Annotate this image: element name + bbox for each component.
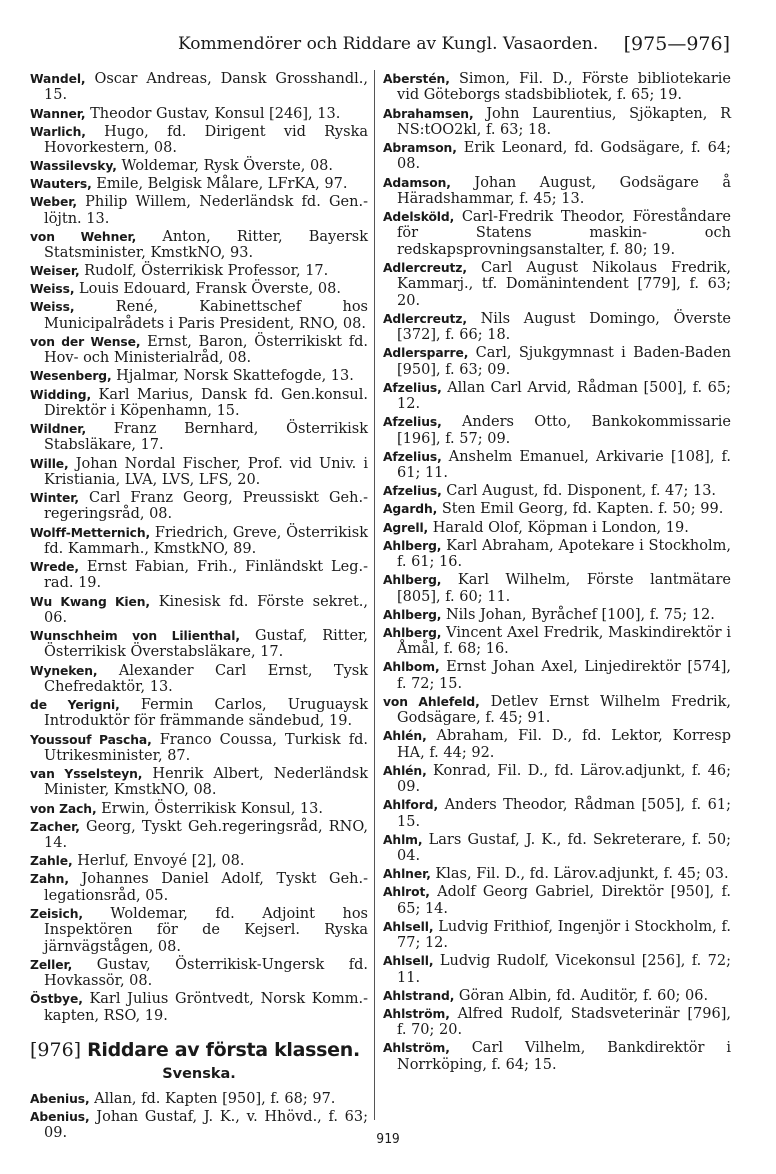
entry-details: Konrad, Fil. D., fd. Lärov.adjunkt, f. 46; 09. xyxy=(397,762,731,796)
register-entry xyxy=(383,106,731,139)
entry-name: Ahlberg, xyxy=(383,625,442,640)
entry-name: Wassilevsky, xyxy=(30,159,117,174)
register-entry xyxy=(383,919,731,952)
register-entry xyxy=(383,449,731,482)
entry-name: Wyneken, xyxy=(30,663,98,678)
register-entry xyxy=(30,106,368,122)
entry-name: Ahlm, xyxy=(383,832,423,847)
register-entry xyxy=(30,853,368,869)
register-entry xyxy=(383,175,731,208)
entry-name: Weiss, xyxy=(30,300,75,315)
entry-name: Winter, xyxy=(30,491,79,506)
entry-details: Woldemar, Rysk Överste, 08. xyxy=(116,158,334,175)
register-entry xyxy=(30,158,368,174)
entry-name: Warlich, xyxy=(30,124,86,139)
entry-name: Ahlberg, xyxy=(383,573,442,588)
entry-name: Youssouf Pascha, xyxy=(30,732,152,747)
register-entry xyxy=(383,728,731,761)
entry-details: René, Kabinettschef hos Municipalrådets i Paris President, RNO, 08. xyxy=(44,299,368,332)
entry-name: de Yerigni, xyxy=(30,698,120,713)
entry-name: Weiss, xyxy=(30,282,75,297)
section-title: Riddare av första klassen. xyxy=(87,1038,360,1061)
entry-name: Zeller, xyxy=(30,957,73,972)
entry-details: Vincent Axel Fredrik, Maskindirektör i Åmål, f. 68; 16. xyxy=(397,624,731,658)
register-entry xyxy=(383,501,731,517)
entry-name: Wesenberg, xyxy=(30,369,112,384)
entry-details: Carl August Nikolaus Fredrik, Kammarj., tf. Domänintendent [779], f. 63; 20. xyxy=(397,259,731,309)
entry-name: von Zach, xyxy=(30,801,97,816)
entry-details: Hugo, fd. Dirigent vid Ryska Hovorkestern, 08. xyxy=(44,123,368,156)
register-entry xyxy=(383,866,731,882)
entry-details: Karl Wilhelm, Förste lantmätare [805], f. 60; 11. xyxy=(397,572,731,605)
register-entry xyxy=(30,176,368,192)
entry-name: Ahlsell, xyxy=(383,954,434,969)
subsection-heading: Svenska. xyxy=(162,1066,236,1083)
entry-name: Widding, xyxy=(30,387,92,402)
entry-details: Carl Vilhelm, Bankdirektör i Norrköping, f. 64; 15. xyxy=(397,1040,731,1073)
register-entry xyxy=(30,697,368,730)
section-heading xyxy=(30,1038,368,1061)
entry-details: Lars Gustaf, J. K., fd. Sekreterare, f. 50; 04. xyxy=(397,831,731,865)
entry-details: Georg, Tyskt Geh.regeringsråd, RNO, 14. xyxy=(44,818,368,852)
entry-name: Ahlstrand, xyxy=(383,988,455,1003)
register-entry xyxy=(30,906,368,955)
entry-details: Karl Julius Gröntvedt, Norsk Komm.-kapten, RSO, 19. xyxy=(44,991,368,1024)
entry-details: Johan Nordal Fischer, Prof. vid Univ. i Kristiania, LVA, LVS, LFS, 20. xyxy=(44,455,368,488)
register-entry xyxy=(383,260,731,309)
entry-name: Wanner, xyxy=(30,106,86,121)
register-entry xyxy=(383,380,731,413)
entry-details: Anders Otto, Bankokommissarie [196], f. 57; 09. xyxy=(397,414,731,447)
entry-details: Oscar Andreas, Dansk Grosshandl., 15. xyxy=(44,71,368,104)
entry-details: Ludvig Rudolf, Vicekonsul [256], f. 72; 11. xyxy=(397,953,731,986)
register-entry xyxy=(30,732,368,765)
register-entry xyxy=(383,311,731,344)
entry-details: Karl Abraham, Apotekare i Stockholm, f. 61; 16. xyxy=(397,537,731,570)
register-entry xyxy=(30,299,368,332)
entry-name: Zeisich, xyxy=(30,906,83,921)
entry-details: Adolf Georg Gabriel, Direktör [950], f. 65; 14. xyxy=(397,884,731,917)
entry-details: Henrik Albert, Nederländsk Minister, KmstkNO, 08. xyxy=(44,766,368,799)
entry-name: Ahlberg, xyxy=(383,607,442,622)
entry-details: Nils Johan, Byråchef [100], f. 75; 12. xyxy=(441,606,715,623)
register-entry xyxy=(30,766,368,799)
register-entry xyxy=(30,456,368,489)
register-entry xyxy=(383,953,731,986)
register-entry xyxy=(30,663,368,696)
register-entry xyxy=(383,520,731,536)
entry-details: Alexander Carl Ernst, Tysk Chefredaktör, 13. xyxy=(44,662,368,695)
entry-details: Theodor Gustav, Konsul [246], 13. xyxy=(85,105,341,122)
entry-name: Adamson, xyxy=(383,175,451,190)
register-entry xyxy=(383,988,731,1004)
entry-details: Klas, Fil. D., fd. Lärov.adjunkt, f. 45; 03. xyxy=(430,866,729,883)
entry-name: Ahlström, xyxy=(383,1041,450,1056)
register-entry xyxy=(383,763,731,796)
register-entry xyxy=(30,628,368,661)
entry-details: Nils August Domingo, Överste [372], f. 66; 18. xyxy=(397,310,731,344)
entry-details: Simon, Fil. D., Förste bibliotekarie vid Göteborgs stadsbibliotek, f. 65; 19. xyxy=(397,71,731,104)
entry-name: Adelsköld, xyxy=(383,210,455,224)
entry-details: Carl Franz Georg, Preussiskt Geh.-regeringsråd, 08. xyxy=(44,490,368,523)
register-entry xyxy=(30,263,368,279)
running-title: Kommendörer och Riddare av Kungl. Vasaorden. xyxy=(178,34,599,54)
register-entry xyxy=(30,71,368,104)
entry-name: Weber, xyxy=(30,195,77,210)
entry-name: Ahlberg, xyxy=(383,538,442,553)
entry-name: Abramson, xyxy=(383,141,457,155)
register-entry xyxy=(30,594,368,627)
entry-details: Johan August, Godsägare å Häradshammar, f. 45; 13. xyxy=(397,174,731,207)
entry-details: Hjalmar, Norsk Skattefogde, 13. xyxy=(111,368,354,385)
entry-details: Herluf, Envoyé [2], 08. xyxy=(72,853,245,870)
entry-name: Ahlén, xyxy=(383,763,427,778)
entry-details: Göran Albin, fd. Auditör, f. 60; 06. xyxy=(454,987,709,1004)
entry-details: Karl Marius, Dansk fd. Gen.konsul. Direktör i Köpenhamn, 15. xyxy=(44,386,368,419)
entry-name: Ahlén, xyxy=(383,729,427,744)
register-entry xyxy=(383,572,731,605)
page-number: 919 xyxy=(376,1132,400,1147)
entry-details: Franco Coussa, Turkisk fd. Utrikesminister, 87. xyxy=(44,731,368,764)
register-entry xyxy=(383,607,731,623)
right-column xyxy=(383,71,731,1075)
entry-name: Abenius, xyxy=(30,1109,90,1124)
entry-name: Abrahamsen, xyxy=(383,106,474,121)
register-entry xyxy=(30,801,368,817)
entry-details: Friedrich, Greve, Österrikisk fd. Kammarh., KmstkNO, 89. xyxy=(44,524,368,557)
entry-details: Philip Willem, Nederländsk fd. Gen.-löjtn. 13. xyxy=(44,194,368,227)
entry-details: Erwin, Österrikisk Konsul, 13. xyxy=(96,800,323,817)
entry-details: Erik Leonard, fd. Godsägare, f. 64; 08. xyxy=(397,140,731,173)
entry-list xyxy=(30,71,368,1024)
entry-name: Ahlström, xyxy=(383,1006,450,1021)
entry-details: Ludvig Frithiof, Ingenjör i Stockholm, f. 77; 12. xyxy=(397,918,731,952)
register-entry xyxy=(383,483,731,499)
entry-details: Emile, Belgisk Målare, LFrKA, 97. xyxy=(91,176,348,193)
entry-details: Woldemar, fd. Adjoint hos Inspektören för de Kejserl. Ryska järnvägstågen, 08. xyxy=(44,905,368,955)
entry-details: Fermin Carlos, Uruguaysk Introduktör för främmande sändebud, 19. xyxy=(44,697,368,730)
entry-name: Afzelius, xyxy=(383,380,442,395)
entry-name: Zahn, xyxy=(30,872,69,887)
entry-name: Weiser, xyxy=(30,264,80,279)
entry-details: Sten Emil Georg, fd. Kapten. f. 50; 99. xyxy=(437,501,724,518)
entry-name: von Wehner, xyxy=(30,229,137,244)
column-divider xyxy=(374,70,375,1120)
entry-details: Franz Bernhard, Österrikisk Stabsläkare, 17. xyxy=(44,421,368,454)
entry-details: Johan Gustaf, J. K., v. Hhövd., f. 63; 09. xyxy=(44,1108,368,1142)
entry-name: Aberstén, xyxy=(383,72,450,86)
entry-name: Wildner, xyxy=(30,422,87,437)
register-entry xyxy=(383,71,731,104)
entry-details: Abraham, Fil. D., fd. Lektor, Korresp HA, f. 44; 92. xyxy=(397,728,731,761)
entry-name: Zacher, xyxy=(30,819,80,834)
entry-name: von der Wense, xyxy=(30,334,141,349)
entry-details: Harald Olof, Köpman i London, 19. xyxy=(428,519,689,536)
entry-name: Ahlford, xyxy=(383,798,439,813)
entry-details: Allan, fd. Kapten [950], f. 68; 97. xyxy=(89,1090,336,1107)
entry-details: Anton, Ritter, Bayersk Statsminister, KmstkNO, 93. xyxy=(44,228,368,262)
entry-details: Johannes Daniel Adolf, Tyskt Geh.-legationsråd, 05. xyxy=(44,871,368,904)
entry-name: Ahlbom, xyxy=(383,660,440,675)
register-entry xyxy=(30,124,368,157)
register-entry xyxy=(383,209,731,258)
entry-name: Ahlsell, xyxy=(383,919,434,934)
entry-details: Ernst Fabian, Frih., Finländskt Leg.-rad. 19. xyxy=(44,559,368,592)
entry-name: Ahlrot, xyxy=(383,885,430,900)
entry-name: Agrell, xyxy=(383,520,429,535)
register-entry xyxy=(30,525,368,558)
page-range: [975—976] xyxy=(623,33,730,55)
entry-name: Adlercreutz, xyxy=(383,260,467,275)
entry-details: John Laurentius, Sjökapten, R NS:tOO2kl, f. 63; 18. xyxy=(397,105,731,138)
entry-details: Louis Edouard, Fransk Överste, 08. xyxy=(74,281,341,298)
register-entry xyxy=(383,694,731,727)
register-entry xyxy=(383,1006,731,1039)
section-number: [976] xyxy=(30,1038,82,1061)
register-entry xyxy=(30,871,368,904)
register-entry xyxy=(383,414,731,447)
entry-name: Afzelius, xyxy=(383,415,442,430)
register-entry xyxy=(30,559,368,592)
register-entry xyxy=(30,819,368,852)
entry-details: Detlev Ernst Wilhelm Fredrik, Godsägare, f. 45; 91. xyxy=(397,693,731,727)
entry-list xyxy=(383,71,731,1073)
entry-name: van Ysselsteyn, xyxy=(30,767,143,782)
entry-name: Agardh, xyxy=(383,502,438,517)
entry-details: Anshelm Emanuel, Arkivarie [108], f. 61; 11. xyxy=(397,448,731,482)
entry-details: Gustav, Österrikisk-Ungersk fd. Hovkassör, 08. xyxy=(44,956,368,990)
entry-details: Gustaf, Ritter, Österrikisk Överstabsläkare, 17. xyxy=(44,628,368,661)
entry-details: Allan Carl Arvid, Rådman [500], f. 65; 12. xyxy=(397,379,731,413)
register-entry xyxy=(30,991,368,1024)
register-entry xyxy=(30,229,368,262)
entry-name: Wandel, xyxy=(30,72,86,86)
entry-name: Afzelius, xyxy=(383,484,442,499)
register-entry xyxy=(383,345,731,378)
register-entry xyxy=(383,625,731,658)
entry-name: von Ahlefeld, xyxy=(383,694,480,709)
entry-details: Ernst, Baron, Österrikiskt fd. Hov- och Ministerialråd, 08. xyxy=(44,333,368,367)
entry-details: Ernst Johan Axel, Linjedirektör [574], f. 72; 15. xyxy=(397,659,731,692)
running-header xyxy=(0,34,776,60)
entry-name: Östbye, xyxy=(30,992,83,1007)
entry-name: Ahlner, xyxy=(383,867,431,882)
register-entry xyxy=(383,140,731,173)
register-entry xyxy=(383,832,731,865)
entry-name: Wunschheim von Lilienthal, xyxy=(30,629,240,644)
entry-details: Carl August, fd. Disponent, f. 47; 13. xyxy=(441,483,717,500)
entry-name: Wu Kwang Kien, xyxy=(30,594,150,609)
entry-details: Alfred Rudolf, Stadsveterinär [796], f. 70; 20. xyxy=(397,1005,731,1039)
register-entry xyxy=(383,797,731,830)
entry-name: Afzelius, xyxy=(383,449,442,464)
left-column xyxy=(30,71,368,1143)
register-entry xyxy=(30,1091,368,1107)
register-entry xyxy=(30,194,368,227)
entry-name: Zahle, xyxy=(30,854,73,869)
entry-details: Anders Theodor, Rådman [505], f. 61; 15. xyxy=(397,797,731,830)
register-entry xyxy=(30,368,368,384)
entry-name: Wauters, xyxy=(30,177,92,192)
register-entry xyxy=(30,957,368,990)
register-entry xyxy=(383,538,731,571)
entry-details: Kinesisk fd. Förste sekret., 06. xyxy=(44,593,368,626)
entry-details: Carl-Fredrik Theodor, Föreståndare för Statens maskin- och redskapsprovningsanstalter, f. 80; 19. xyxy=(397,209,731,258)
entry-name: Abenius, xyxy=(30,1091,90,1106)
entry-details: Carl, Sjukgymnast i Baden-Baden [950], f. 63; 09. xyxy=(397,345,731,378)
register-entry xyxy=(30,490,368,523)
register-entry xyxy=(30,421,368,454)
entry-name: Wille, xyxy=(30,456,69,471)
register-entry xyxy=(383,884,731,917)
entry-details: Rudolf, Österrikisk Professor, 17. xyxy=(79,263,329,280)
entry-name: Wrede, xyxy=(30,560,79,575)
register-entry xyxy=(30,281,368,297)
register-entry xyxy=(30,334,368,367)
entry-name: Adlersparre, xyxy=(383,346,469,361)
entry-name: Wolff-Metternich, xyxy=(30,525,151,540)
register-entry xyxy=(383,659,731,692)
register-entry xyxy=(383,1040,731,1073)
entry-name: Adlercreutz, xyxy=(383,311,467,326)
register-entry xyxy=(30,387,368,420)
